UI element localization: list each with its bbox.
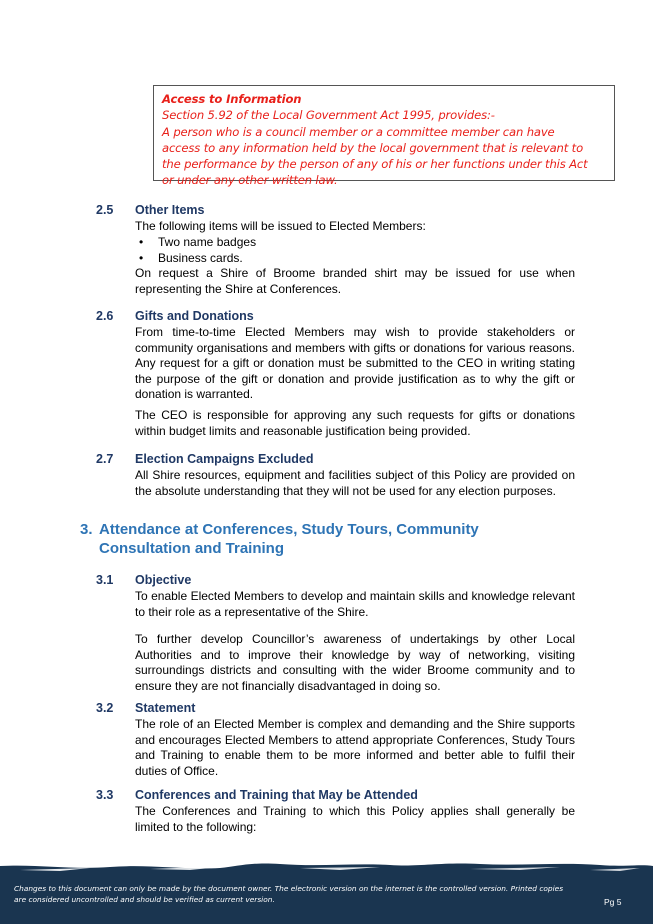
section-heading: Election Campaigns Excluded	[135, 452, 314, 466]
section-number: 2.6	[96, 309, 114, 323]
section-number: 2.7	[96, 452, 114, 466]
section-heading: Gifts and Donations	[135, 309, 254, 323]
bullet-symbol: •	[139, 235, 144, 249]
chapter-number: 3.	[80, 521, 93, 538]
callout-line: Section 5.92 of the Local Government Act 1995, provides:-	[162, 108, 495, 123]
section-heading: Objective	[135, 573, 192, 587]
chapter-heading: Attendance at Conferences, Study Tours, Community Consultation and Training	[99, 521, 479, 557]
section-paragraph: The CEO is responsible for approving any such requests for gifts or donations within budget limits and reasonable justification being provided.	[135, 408, 575, 438]
bullet-symbol: •	[139, 251, 144, 265]
section-heading: Other Items	[135, 203, 205, 217]
page-footer	[0, 858, 653, 924]
footer-disclaimer	[14, 883, 574, 905]
callout-line: access to any information held by the local government that is relevant to	[162, 140, 584, 155]
section-number: 2.5	[96, 203, 114, 217]
list-item-text: Business cards.	[158, 251, 243, 265]
access-to-information-box	[153, 85, 615, 188]
section-paragraph: All Shire resources, equipment and facilities subject of this Policy are provided on the absolute understanding that they will not be used for any election purposes.	[135, 468, 575, 498]
section-paragraph: From time-to-time Elected Members may wish to provide stakeholders or community organisations and members with gifts or donations for various reasons. Any request for a gift or donation must be submitted to the CEO in writing stating the purpose of the gift or donation and provide justification as to why the gift or donation is warranted.	[135, 325, 575, 402]
section-paragraph: On request a Shire of Broome branded shirt may be issued for use when representing the Shire at Conferences.	[135, 266, 575, 296]
section-number: 3.3	[96, 788, 114, 802]
section-paragraph: The role of an Elected Member is complex and demanding and the Shire supports and encourages Elected Members to attend appropriate Conferences, Study Tours and Training to enable them to be more informed and better able to fulfil their duties of Office.	[135, 717, 575, 778]
section-heading: Statement	[135, 701, 196, 715]
section-paragraph: To further develop Councillor’s awareness of undertakings by other Local Authorities and to improve their knowledge by way of networking, visiting surroundings districts and consulting with the wider Broome community and to ensure they are not financially disadvantaged in doing so.	[135, 632, 575, 693]
list-item-text: Two name badges	[158, 235, 257, 249]
section-number: 3.1	[96, 573, 114, 587]
callout-title: Access to Information	[162, 92, 302, 106]
callout-line: the performance by the person of any of his or her functions under this Act	[162, 157, 588, 172]
section-paragraph: To enable Elected Members to develop and maintain skills and knowledge relevant to their role as a representative of the Shire.	[135, 589, 575, 619]
section-heading: Conferences and Training that May be Attended	[135, 788, 418, 802]
list-item	[139, 251, 243, 267]
page-number: Pg 5	[604, 897, 622, 907]
footer-disclaimer-line: are considered uncontrolled and should be verified as current version.	[14, 895, 275, 904]
section-number: 3.2	[96, 701, 114, 715]
section-intro: The following items will be issued to Elected Members:	[135, 219, 426, 233]
section-paragraph: The Conferences and Training to which this Policy applies shall generally be limited to the following:	[135, 804, 575, 834]
footer-disclaimer-line: Changes to this document can only be made by the document owner. The electronic version on the internet is the controlled version. Printed copies	[14, 884, 564, 893]
list-item	[139, 235, 257, 251]
callout-line: or under any other written law.	[162, 173, 338, 188]
callout-line: A person who is a council member or a committee member can have	[162, 124, 555, 139]
